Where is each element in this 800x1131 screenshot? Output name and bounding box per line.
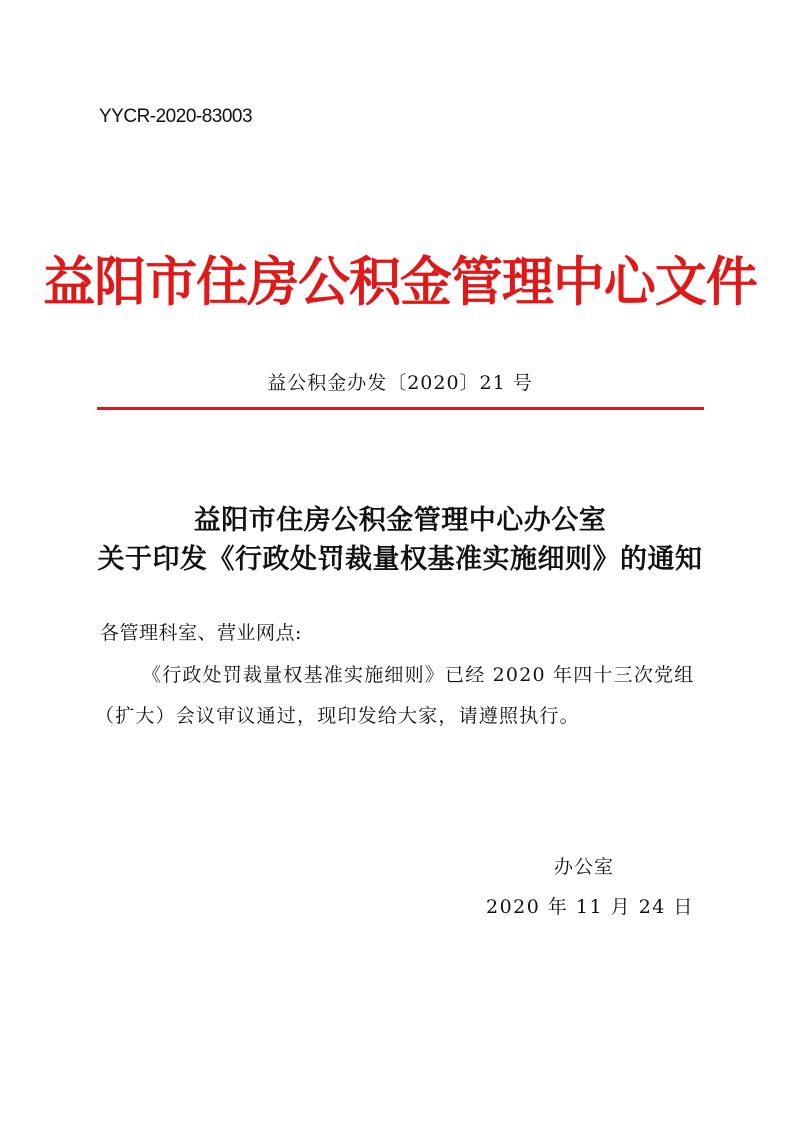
- signer: 办公室: [554, 856, 615, 878]
- red-divider-line: [97, 407, 704, 410]
- document-number: 益公积金办发〔2020〕21 号: [267, 372, 533, 394]
- body-text-line-1: 《行政处罚裁量权基准实施细则》已经 2020 年四十三次党组: [142, 664, 695, 686]
- issue-date: 2020 年 11 月 24 日: [486, 896, 694, 918]
- title-line-2: 关于印发《行政处罚裁量权基准实施细则》的通知: [97, 544, 703, 575]
- salutation: 各管理科室、营业网点:: [100, 622, 302, 644]
- body-text-line-2: （扩大）会议审议通过，现印发给大家，请遵照执行。: [95, 705, 580, 727]
- issuer-header: 益阳市住房公积金管理中心文件: [43, 252, 757, 313]
- title-line-1: 益阳市住房公积金管理中心办公室: [193, 505, 607, 536]
- document-code: YYCR-2020-83003: [99, 106, 253, 127]
